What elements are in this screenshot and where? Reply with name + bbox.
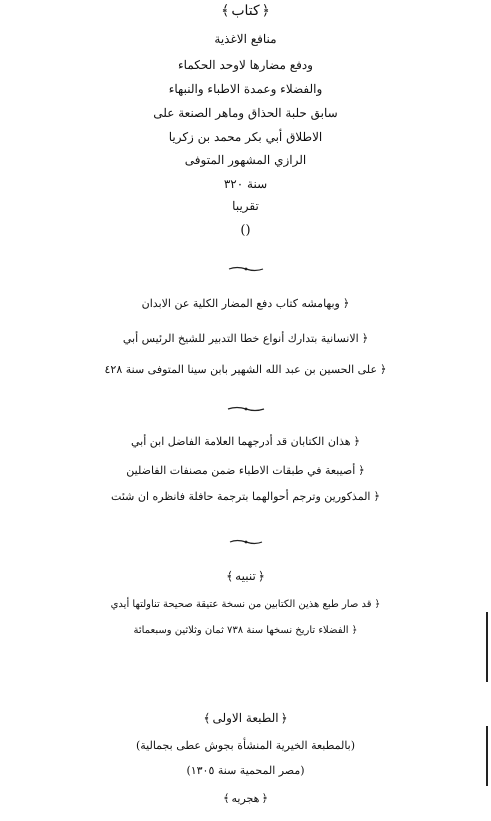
divider-ornament [227, 406, 265, 412]
imprint-place-year: (مصر المحمية سنة ١٣٠٥) [186, 764, 305, 777]
book-label: ﴿ كتاب ﴾ [0, 4, 491, 18]
title-line: ودفع مضارها لاوحد الحكماء [178, 58, 313, 72]
notice-line: ﴿ الفضلاء تاريخ نسخها سنة ٧٣٨ ثمان وثلاثين وسبعمائة [0, 626, 491, 636]
edition-label: ﴿ الطبعة الاولى ﴾ [0, 712, 491, 724]
divider-ornament [228, 266, 264, 272]
note-line: ﴿ أصيبعة في طبقات الاطباء ضمن مصنفات الفاضلين [0, 465, 491, 476]
divider-ornament [229, 539, 263, 545]
page-edge-line [486, 612, 488, 682]
note-line: ﴿ هذان الكتابان قد أدرجهما العلامة الفاضل ابن أبي [0, 436, 491, 447]
title-line: الاطلاق أبي بكر محمد بن زكريا [168, 130, 323, 144]
page-edge-line [486, 726, 488, 786]
margin-note-line: ﴿ على الحسين بن عبد الله الشهير بابن سينا المتوفى سنة ٤٢٨ [0, 364, 491, 375]
title-line: الرازي المشهور المتوفى [184, 153, 307, 167]
title-line: سابق حلبة الحذاق وماهر الصنعة على [153, 106, 338, 120]
book-title: منافع الاغذية [214, 32, 277, 46]
hijri-label: ﴿ هجريه ﴾ [0, 793, 491, 804]
notice-line: ﴿ قد صار طبع هذين الكتابين من نسخة عتيقة صحيحة تناولتها أيدي [0, 600, 491, 610]
imprint-press: (بالمطبعة الخيرية المنشأة بجوش عطى بجمالية) [135, 739, 356, 752]
note-line: ﴿ المذكورين وترجم أحوالهما بترجمة حافلة فانظره ان شئت [0, 491, 491, 502]
parentheses-mark: () [240, 223, 251, 238]
notice-heading: ﴿ تنبيه ﴾ [0, 570, 491, 582]
approx-label: تقريبا [232, 199, 259, 213]
margin-note-line: ﴿ وبهامشه كتاب دفع المضار الكلية عن الابدان [0, 298, 491, 309]
margin-note-line: ﴿ الانسانية بتدارك أنواع خطا التدبير للشيخ الرئيس أبي [0, 333, 491, 344]
title-line: والفضلاء وعمدة الاطباء والنبهاء [168, 82, 323, 96]
death-year: سنة ٣٢٠ [223, 177, 268, 191]
